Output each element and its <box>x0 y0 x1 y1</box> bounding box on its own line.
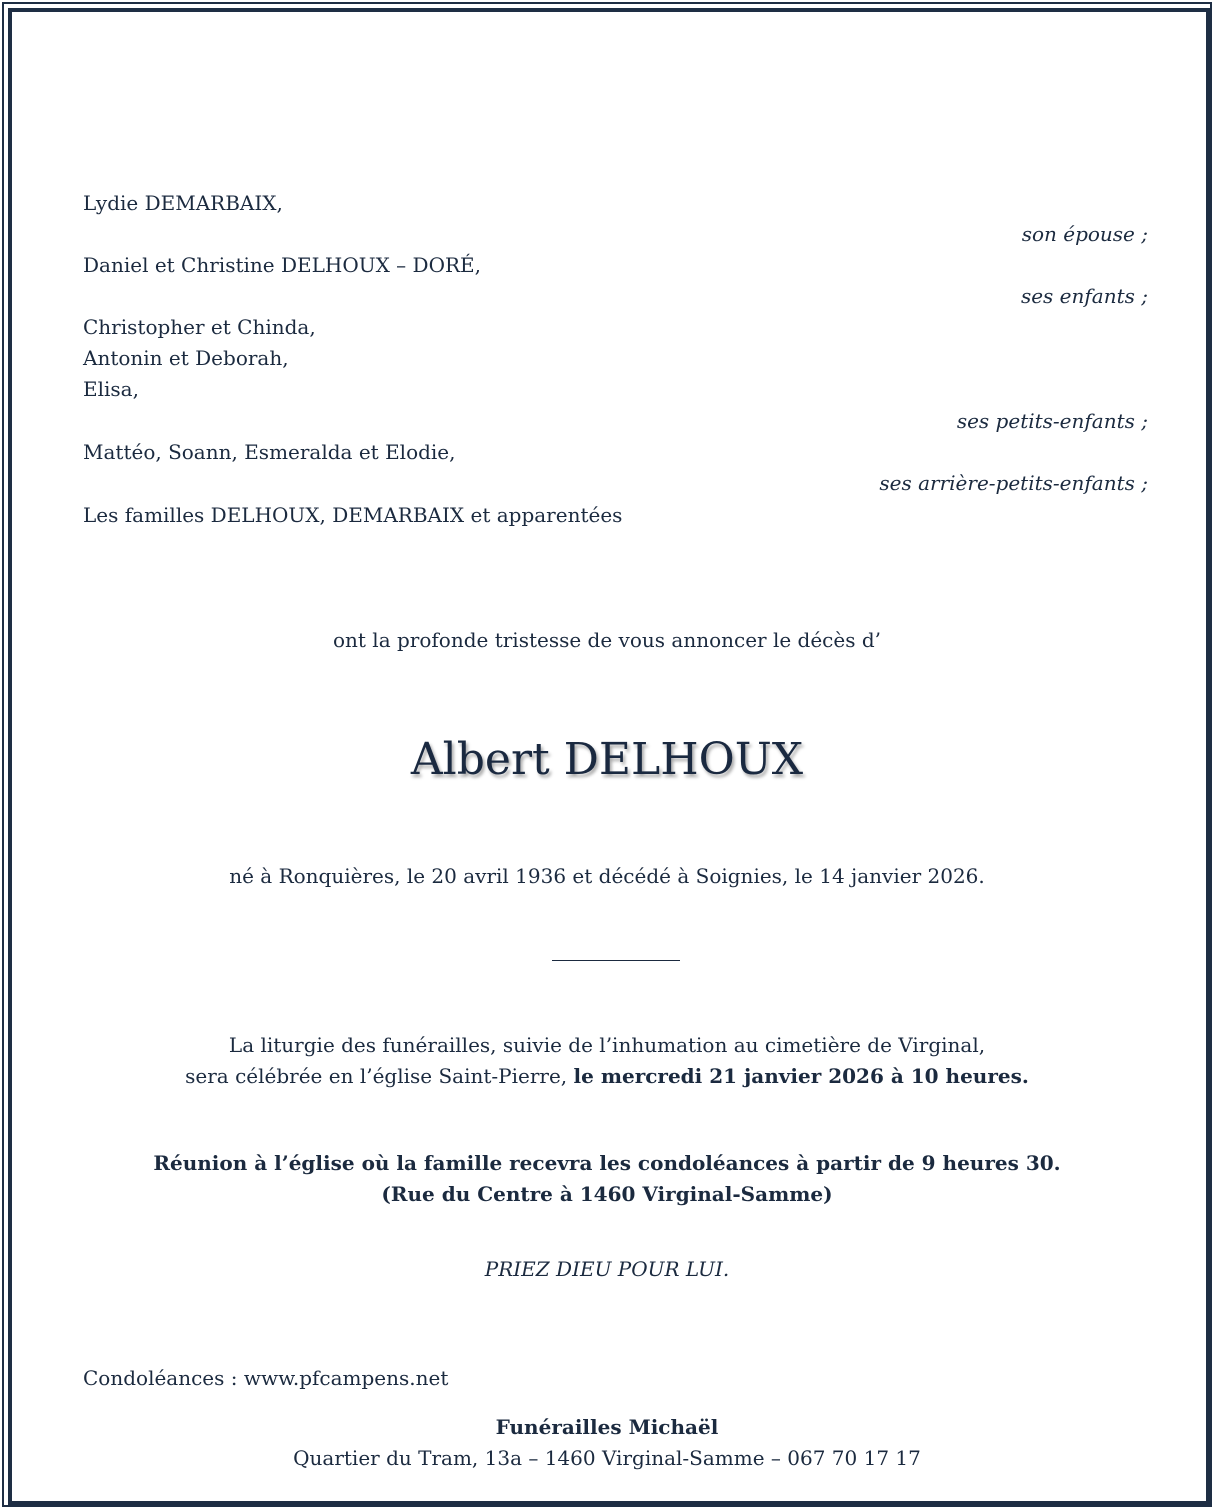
funeral-home-name: Funérailles Michaël <box>495 1415 719 1439</box>
ceremony-location: sera célébrée en l’église Saint-Pierre, <box>185 1064 574 1088</box>
gathering-address: (Rue du Centre à 1460 Virginal-Samme) <box>381 1182 833 1206</box>
great-grandchildren-names: Mattéo, Soann, Esmeralda et Elodie, <box>83 440 456 464</box>
divider-line <box>552 960 680 961</box>
great-grandchildren-role: ses arrière-petits-enfants ; <box>879 471 1148 495</box>
condolences-link[interactable]: Condoléances : www.pfcampens.net <box>83 1366 449 1390</box>
extended-families: Les familles DELHOUX, DEMARBAIX et apparentées <box>83 503 623 527</box>
ceremony-datetime: le mercredi 21 janvier 2026 à 10 heures. <box>573 1064 1029 1088</box>
grandchild-line: Christopher et Chinda, <box>83 315 316 339</box>
ceremony-line-1: La liturgie des funérailles, suivie de l’inhumation au cimetière de Virginal, <box>228 1033 986 1057</box>
grandchild-line: Antonin et Deborah, <box>83 346 289 370</box>
children-names: Daniel et Christine DELHOUX – DORÉ, <box>83 253 481 277</box>
spouse-role: son épouse ; <box>1021 222 1148 246</box>
announcement-text: ont la profonde tristesse de vous annoncer le décès d’ <box>332 628 882 652</box>
grandchild-line: Elisa, <box>83 377 139 401</box>
birth-death-dates: né à Ronquières, le 20 avril 1936 et décédé à Soignies, le 14 janvier 2026. <box>229 864 985 888</box>
ceremony-line-2 <box>0 1061 1214 1092</box>
spouse-name: Lydie DEMARBAIX, <box>83 191 283 215</box>
gathering-line-1: Réunion à l’église où la famille recevra les condoléances à partir de 9 heures 30. <box>153 1151 1061 1175</box>
deceased-name: Albert DELHOUX <box>410 734 804 785</box>
prayer-text: PRIEZ DIEU POUR LUI. <box>484 1257 730 1281</box>
grandchildren-role: ses petits-enfants ; <box>956 409 1148 433</box>
funeral-home-address: Quartier du Tram, 13a – 1460 Virginal-Samme – 067 70 17 17 <box>293 1446 921 1470</box>
children-role: ses enfants ; <box>1020 284 1148 308</box>
